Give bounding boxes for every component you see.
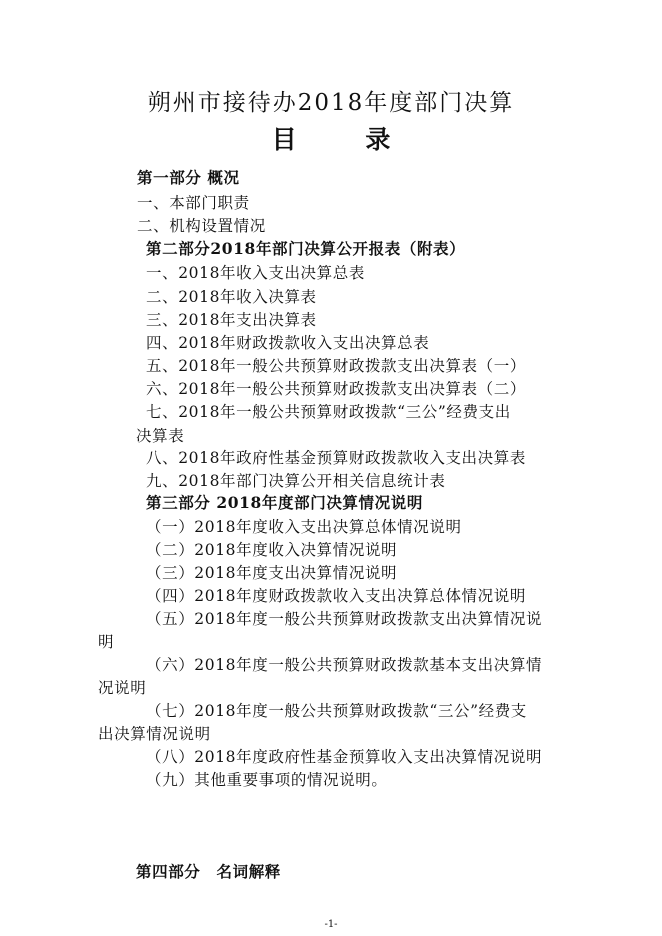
toc-item-continuation: 出决算情况说明 [98, 725, 211, 743]
toc-item: 四、2018年财政拨款收入支出决算总表 [146, 334, 430, 352]
toc-item: （一）2018年度收入支出决算总体情况说明 [146, 518, 462, 536]
toc-item: （八）2018年度政府性基金预算收入支出决算情况说明 [146, 748, 543, 766]
toc-item-continuation: 决算表 [136, 427, 185, 445]
toc-item: 一、本部门职责 [137, 194, 250, 212]
toc-heading: 目 录 [271, 125, 421, 154]
toc-item-continuation: 明 [98, 633, 115, 651]
part3-heading: 第三部分 2018年度部门决算情况说明 [146, 493, 423, 512]
toc-item: （二）2018年度收入决算情况说明 [146, 541, 398, 559]
page-number: -1- [324, 919, 338, 930]
part1-heading: 第一部分 概况 [137, 168, 240, 187]
toc-item: （九）其他重要事项的情况说明。 [146, 771, 388, 789]
toc-item: 二、2018年收入决算表 [146, 288, 317, 306]
toc-item: （五）2018年度一般公共预算财政拨款支出决算情况说 [146, 610, 543, 628]
toc-item: 三、2018年支出决算表 [146, 311, 317, 329]
toc-item: 八、2018年政府性基金预算财政拨款收入支出决算表 [146, 449, 526, 467]
toc-item: 九、2018年部门决算公开相关信息统计表 [146, 472, 446, 490]
toc-item: （六）2018年度一般公共预算财政拨款基本支出决算情 [146, 656, 543, 674]
toc-item-continuation: 况说明 [98, 679, 147, 697]
toc-item: 一、2018年收入支出决算总表 [146, 264, 365, 282]
toc-item: 五、2018年一般公共预算财政拨款支出决算表（一） [146, 357, 526, 375]
part4-heading: 第四部分 名词解释 [136, 862, 281, 881]
toc-item: 六、2018年一般公共预算财政拨款支出决算表（二） [146, 380, 526, 398]
part2-heading: 第二部分2018年部门决算公开报表（附表） [146, 239, 466, 258]
document-title: 朔州市接待办2018年度部门决算 [147, 90, 515, 116]
toc-item: 七、2018年一般公共预算财政拨款“三公”经费支出 [146, 403, 511, 421]
toc-item: （四）2018年度财政拨款收入支出决算总体情况说明 [146, 587, 526, 605]
toc-item: （七）2018年度一般公共预算财政拨款“三公”经费支 [146, 702, 527, 720]
toc-item: （三）2018年度支出决算情况说明 [146, 564, 398, 582]
toc-item: 二、机构设置情况 [137, 217, 266, 235]
